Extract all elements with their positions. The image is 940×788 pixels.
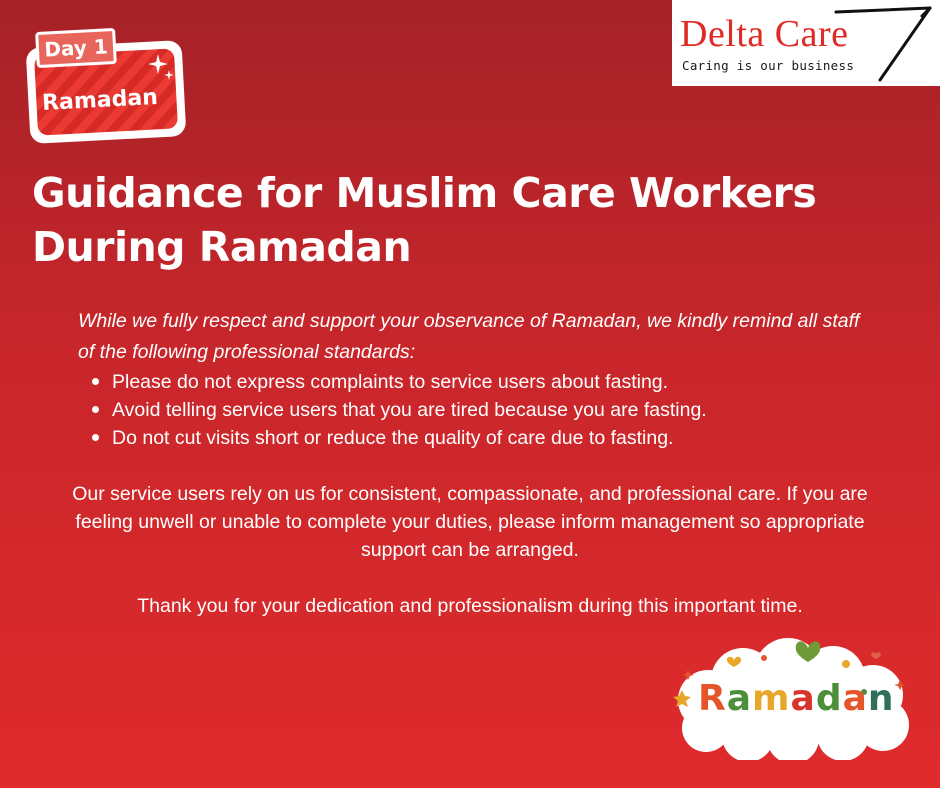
sticker-letter: a (842, 678, 868, 719)
list-item (112, 424, 872, 452)
support-paragraph: Our service users rely on us for consistent, compassionate, and professional care. If you are feeling unwell or unable to complete your duties, please inform management so appropriate support can be arranged. (72, 483, 868, 561)
delta-mark-icon (834, 2, 938, 84)
sparkle-icon (148, 52, 174, 82)
sticker-word (698, 678, 898, 719)
ramadan-sticker (668, 630, 918, 760)
sticker-letter: a (790, 678, 816, 719)
logo-name: Delta Care (680, 13, 849, 55)
list-item (112, 368, 872, 396)
page-title: Guidance for Muslim Care Workers During Ramadan (32, 169, 817, 271)
list-item-text: Avoid telling service users that you are tired because you are fasting. (112, 399, 707, 421)
day-badge (24, 30, 189, 145)
list-item-text: Please do not express complaints to service users about fasting. (112, 371, 669, 393)
thank-you-paragraph: Thank you for your dedication and professionalism during this important time. (137, 595, 803, 617)
intro-text: While we fully respect and support your observance of Ramadan, we kindly remind all staff of the following professional standards: (78, 310, 860, 363)
sticker-letter: d (815, 678, 843, 719)
sticker-letter: m (752, 678, 791, 719)
badge-day-label: Day 1 (35, 28, 117, 68)
company-logo (672, 0, 940, 86)
bullet-icon (92, 406, 99, 413)
sticker-letter: n (867, 678, 895, 719)
guidance-list (112, 368, 872, 452)
list-item (112, 396, 872, 424)
sticker-letter: R (698, 678, 727, 719)
list-item-text: Do not cut visits short or reduce the quality of care due to fasting. (112, 427, 674, 449)
badge-ramadan-label: Ramadan (41, 84, 159, 117)
logo-tagline: Caring is our business (682, 58, 855, 73)
bullet-icon (92, 434, 99, 441)
sticker-letter: a (726, 678, 753, 719)
bullet-icon (92, 378, 99, 385)
